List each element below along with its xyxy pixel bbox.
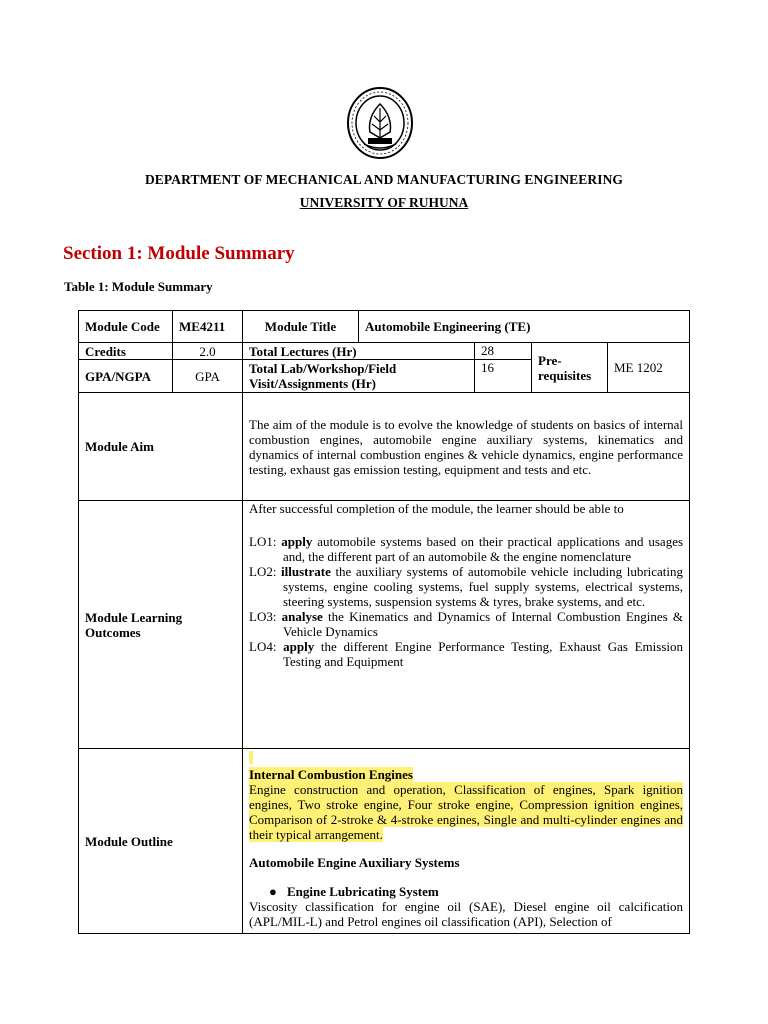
text-cursor-highlight bbox=[249, 751, 253, 764]
module-code-label: Module Code bbox=[79, 311, 173, 343]
module-aim-label: Module Aim bbox=[79, 393, 243, 501]
outline-heading-ic-engines: Internal Combustion Engines bbox=[249, 767, 413, 782]
module-outline-label: Module Outline bbox=[79, 749, 243, 934]
table-row bbox=[79, 749, 690, 934]
outcomes-intro: After successful completion of the module, the learner should be able to bbox=[249, 501, 624, 516]
gpa-value: GPA bbox=[173, 360, 243, 393]
table-row bbox=[79, 311, 690, 343]
module-aim-text: The aim of the module is to evolve the knowledge of students on basics of internal combustion engines, automobile engine auxiliary systems, kinematics and dynamics of internal combustion engines & vehicle dynamics, engine performance testing, exhaust gas emission testing, equipment and tests and etc. bbox=[243, 393, 690, 501]
learning-outcome-1: LO1: apply automobile systems based on their practical applications and usages and, the different part of an automobile & the engine nomenclature bbox=[249, 534, 684, 564]
university-name: UNIVERSITY OF RUHUNA bbox=[299, 195, 469, 210]
prerequisites-label: Pre-requisites bbox=[532, 343, 608, 393]
table-row bbox=[79, 343, 690, 360]
outline-paragraph-ic-engines: Engine construction and operation, Classification of engines, Spark ignition engines, Two stroke engine, Four stroke engine, Compression ignition engines, Comparison of 2-stroke & 4-stroke engines, Single and multi-cylinder engines and their typical arrangement. bbox=[249, 782, 684, 842]
learning-outcome-2: LO2: illustrate the auxiliary systems of automobile vehicle including lubricating systems, engine cooling systems, fuel supply systems, electrical systems, steering systems, suspension systems & tyres, brake systems, and etc. bbox=[249, 564, 684, 609]
outline-heading-auxiliary-systems: Automobile Engine Auxiliary Systems bbox=[249, 855, 460, 870]
table-row bbox=[79, 501, 690, 749]
section-title: Section 1: Module Summary bbox=[63, 243, 295, 264]
lectures-label: Total Lectures (Hr) bbox=[243, 343, 475, 360]
module-title-label: Module Title bbox=[243, 311, 359, 343]
learning-outcomes-label: Module Learning Outcomes bbox=[79, 501, 243, 749]
lab-hours-value: 16 bbox=[475, 360, 532, 393]
module-outline-cell bbox=[243, 749, 690, 934]
prerequisites-value: ME 1202 bbox=[608, 343, 690, 393]
credits-label: Credits bbox=[79, 343, 173, 360]
gpa-label: GPA/NGPA bbox=[79, 360, 173, 393]
outline-bullet-lubricating: ● Engine Lubricating System bbox=[269, 884, 439, 899]
department-name: DEPARTMENT OF MECHANICAL AND MANUFACTURING ENGINEERING bbox=[144, 172, 624, 187]
learning-outcomes-cell bbox=[243, 501, 690, 749]
table-caption: Table 1: Module Summary bbox=[64, 279, 213, 294]
lectures-value: 28 bbox=[475, 343, 532, 360]
outline-paragraph-lubricating: Viscosity classification for engine oil (SAE), Diesel engine oil calcification (APL/MIL-L) and Petrol engines oil classification (API), Selection of bbox=[249, 899, 684, 929]
credits-value: 2.0 bbox=[173, 343, 243, 360]
university-crest-logo bbox=[346, 86, 414, 162]
module-summary-table bbox=[78, 310, 690, 934]
learning-outcome-4: LO4: apply the different Engine Performance Testing, Exhaust Gas Emission Testing and Equipment bbox=[249, 639, 684, 669]
table-row bbox=[79, 393, 690, 501]
bullet-dot-icon: ● bbox=[269, 884, 277, 899]
module-title-value: Automobile Engineering (TE) bbox=[359, 311, 690, 343]
module-code-value: ME4211 bbox=[173, 311, 243, 343]
lab-hours-label: Total Lab/Workshop/Field Visit/Assignments (Hr) bbox=[243, 360, 475, 393]
learning-outcome-3: LO3: analyse the Kinematics and Dynamics of Internal Combustion Engines & Vehicle Dynamics bbox=[249, 609, 684, 639]
